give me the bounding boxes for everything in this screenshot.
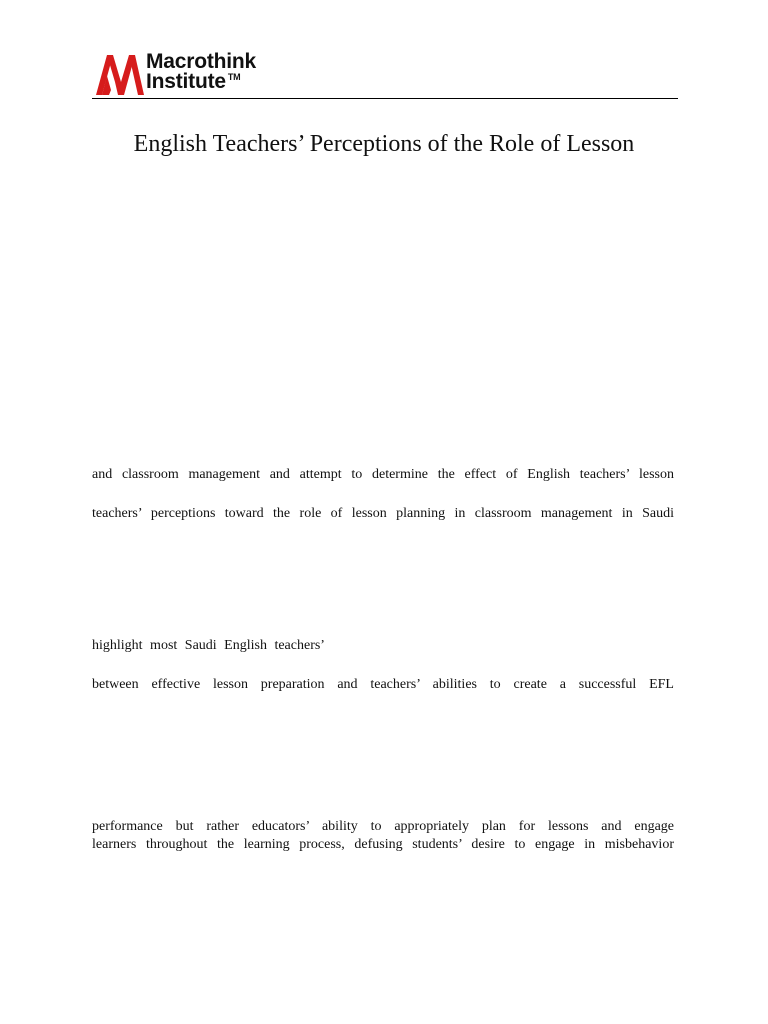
trademark-mark: TM	[227, 72, 241, 82]
logo-wordmark	[146, 52, 256, 92]
article-title: English Teachers’ Perceptions of the Role of Lesson	[133, 131, 635, 157]
journal-header	[92, 50, 678, 99]
text-line-2: teachers’ perceptions toward the role of lesson planning in classroom management in Saudi	[92, 506, 674, 521]
logo-line-2	[146, 72, 256, 92]
text-line-1: and classroom management and attempt to determine the effect of English teachers’ lesson	[92, 467, 674, 482]
logo-line-1: Macrothink	[146, 50, 257, 73]
logo-line-2-text: Institute	[146, 70, 226, 93]
macrothink-logo-icon	[94, 52, 146, 96]
text-line-5: performance but rather educators’ ability to appropriately plan for lessons and engage	[92, 819, 674, 834]
text-line-4: between effective lesson preparation and teachers’ abilities to create a successful EFL	[92, 677, 674, 692]
macrothink-logo	[94, 52, 294, 96]
text-line-3: highlight most Saudi English teachers’	[92, 638, 325, 653]
text-line-6: learners throughout the learning process, defusing students’ desire to engage in misbehavior	[92, 837, 674, 852]
